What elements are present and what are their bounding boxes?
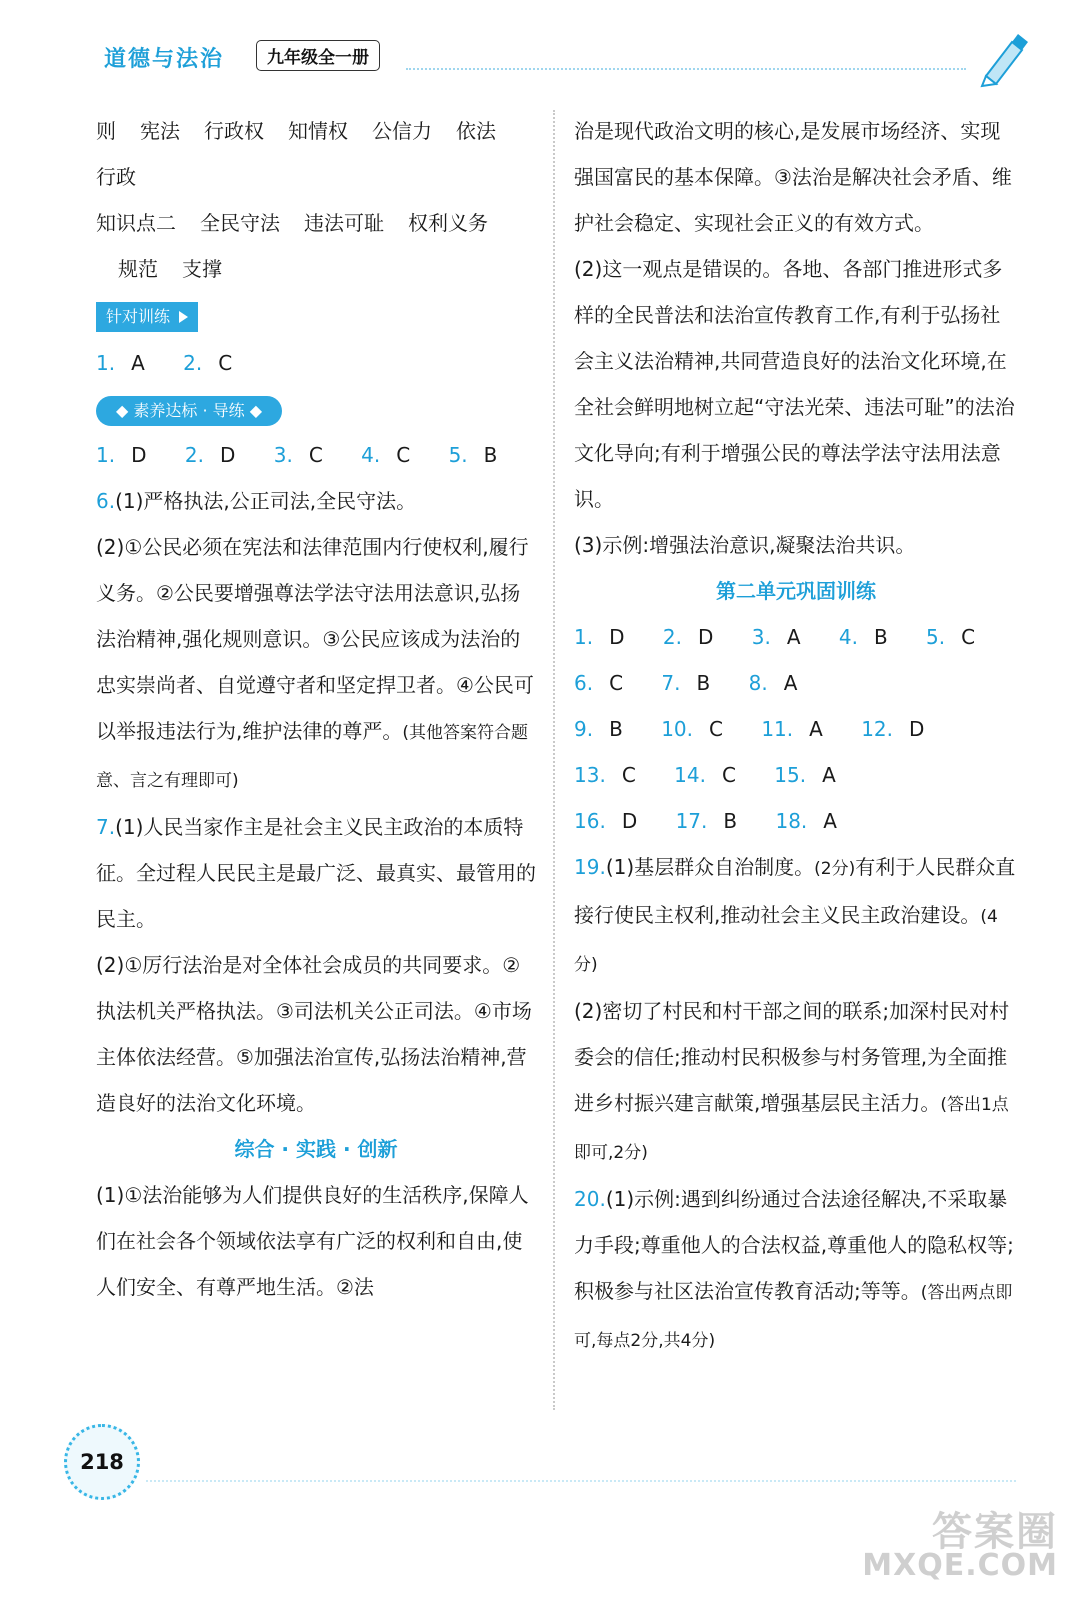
q7-part1: 7.(1)人民当家作主是社会主义民主政治的本质特征。全过程人民民主是最广泛、最真实、最管用的民主。 (96, 815, 536, 931)
q19-part2: (2)密切了村民和村干部之间的联系;加深村民对村委会的信任;推动村民积极参与村务管理,为全面推进乡村振兴建言献策,增强基层民主活力。(答出1点即可,2分) (574, 999, 1010, 1163)
answer-row: 1. D 2. D 3. A 4. B 5. C 6. C 7. B 8. A (574, 625, 976, 695)
q6-part2: (2)①公民必须在宪法和法律范围内行使权利,履行义务。②公民要增强尊法学法守法用法意识,弘扬法治精神,强化规则意识。③公民应该成为法治的忠实崇尚者、自觉遵守者和坚定捍卫者。④公民可以举报违法行为,维护法律的尊严。(其他答案符合题意、言之有理即可) (96, 535, 534, 791)
q6-part1: 6.(1)严格执法,公正司法,全民守法。 (96, 489, 417, 513)
q7-part2: (2)①厉行法治是对全体社会成员的共同要求。②执法机关严格执法。③司法机关公正司法。④市场主体依法经营。⑤加强法治宣传,弘扬法治精神,营造良好的法治文化环境。 (96, 953, 532, 1115)
comprehensive-part1-cont: 治是现代政治文明的核心,是发展市场经济、实现强国富民的基本保障。③法治是解决社会矛盾、维护社会稳定、实现社会正义的有效方式。 (574, 119, 1012, 235)
watermark-url: MXQE.COM (862, 1548, 1058, 1583)
answer-row: 1. D 2. D 3. C 4. C 5. B (96, 443, 498, 467)
section-title-comprehensive: 综合 · 实践 · 创新 (234, 1137, 398, 1161)
kp2-label: 知识点二 (96, 211, 176, 235)
comprehensive-part2: (2)这一观点是错误的。各地、各部门推进形式多样的全民普法和法治宣传教育工作,有利于弘扬社会主义法治精神,共同营造良好的法治文化环境,在全社会鲜明地树立起“守法光荣、违法可耻”的法治文化导向;有利于增强公民的尊法学法守法用法意识。 (574, 257, 1015, 511)
literacy-practice-tag: ◆ 素养达标 · 导练 ◆ (96, 396, 282, 426)
column-divider (553, 110, 555, 1410)
header-dotted-line (406, 68, 966, 70)
page-number: 218 (80, 1450, 124, 1474)
kp2-line-2: 规范 支撑 (118, 257, 222, 281)
kp1-terms-line-2: 行政 (96, 165, 136, 189)
q19-part1: 19.(1)基层群众自治制度。(2分)有利于人民群众直接行使民主权利,推动社会主义民主政治建设。(4分) (574, 855, 1016, 975)
grade-label: 九年级全一册 (256, 40, 380, 71)
kp2-line: 知识点二 全民守法 违法可耻 权利义务 (96, 211, 488, 235)
page-header (0, 0, 1081, 90)
answer-row: 9. B 10. C 11. A 12. D 13. C 14. C 15. A (574, 717, 925, 787)
section-title-unit2: 第二单元巩固训练 (716, 579, 876, 603)
watermark-text: 答案圈 (932, 1509, 1058, 1555)
footer-dotted-line (146, 1480, 1016, 1482)
answer-row: 1. A 2. C (96, 351, 233, 375)
right-column (574, 108, 1018, 1364)
watermark (826, 1500, 1066, 1590)
comprehensive-part1: (1)①法治能够为人们提供良好的生活秩序,保障人们在社会各个领域依法享有广泛的权利和自由,使人们安全、有尊严地生活。②法 (96, 1183, 529, 1299)
left-column (96, 108, 536, 1310)
answer-row: 16. D 17. B 18. A (574, 809, 837, 833)
subject-title: 道德与法治 (104, 47, 225, 72)
kp1-terms-line: 则 宪法 行政权 知情权 公信力 依法 (96, 119, 496, 143)
targeted-training-tag: 针对训练 (96, 302, 198, 332)
q20-part1: 20.(1)示例:遇到纠纷通过合法途径解决,不采取暴力手段;尊重他人的合法权益,尊重他人的隐私权等;积极参与社区法治宣传教育活动;等等。(答出两点即可,每点2分,共4分) (574, 1187, 1014, 1351)
pen-icon (972, 28, 1032, 88)
comprehensive-part3: (3)示例:增强法治意识,凝聚法治共识。 (574, 533, 916, 557)
